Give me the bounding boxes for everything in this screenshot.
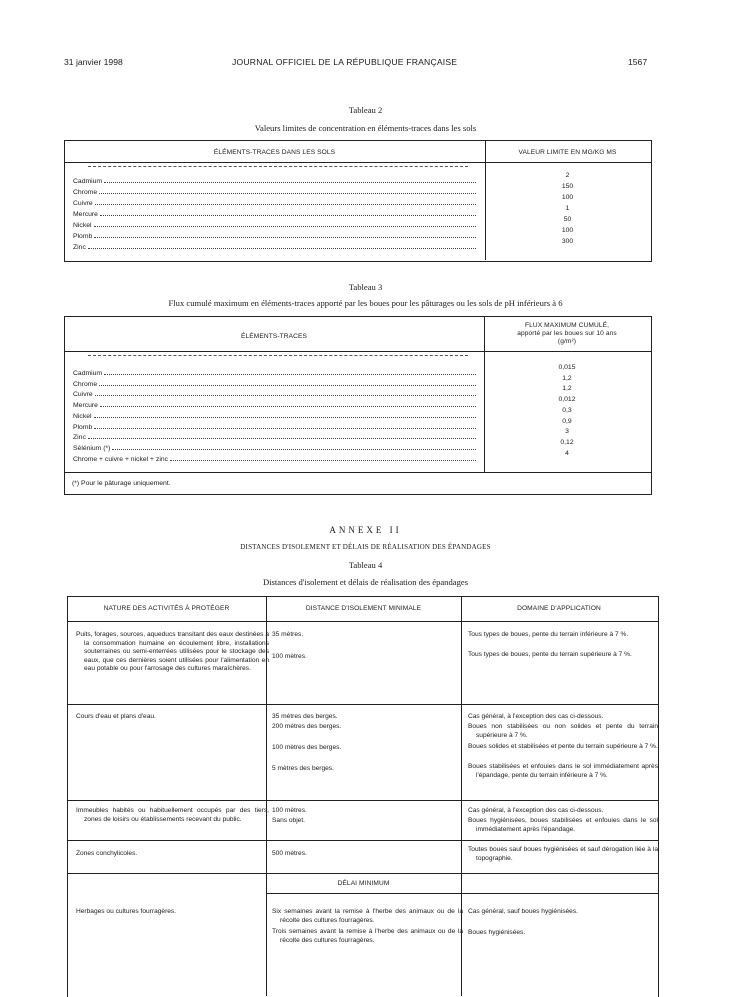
tableau3-value: 0,9 [562,417,572,425]
tableau2-col-elements: ÉLÉMENTS-TRACES DANS LES SOLS [213,149,336,156]
tableau2-col-valeur: VALEUR LIMITE EN MG/KG MS [518,149,617,156]
annexe-subtitle: DISTANCES D'ISOLEMENT ET DÉLAIS DE RÉALISATION DES ÉPANDAGES [240,543,491,551]
tableau3-element-name: Nickel [73,412,92,420]
tableau2-value: 1 [565,205,570,212]
tableau4-r2-distance-4: 5 mètres des berges. [272,765,334,772]
tableau3-element-name: Mercure [73,402,98,410]
tableau3-label: Tableau 3 [348,282,383,292]
tableau3-row [73,370,478,377]
tableau3-value: 1,2 [562,385,572,393]
tableau2-row [73,233,478,240]
tableau3-row [73,402,478,409]
tableau2-row [73,222,478,229]
tableau3-footnote: (*) Pour le pâturage uniquement. [72,480,171,487]
tableau2-value: 100 [561,194,574,201]
dot-leader [95,204,476,205]
dot-leader [99,385,476,386]
tableau4-r1-domaine-1: Tous types de boues, pente du terrain inférieure à 7 %. [468,631,629,638]
tableau4-r1-nature: Puits, forages, sources, aqueducs transitant des eaux destinées à la consommation humaine en écoulement libre, installations souterraines ou semi-enterrées utilisées pour le stockage des eaux, que ces dernières soient utilisées pour l'alimentation en eau potable ou pour l'arrosage des cultures maraîchères. [76,631,269,673]
tableau2-label: Tableau 2 [348,105,383,115]
tableau4-col-distance: DISTANCE D'ISOLEMENT MINIMALE [305,605,422,612]
tableau4-r3-domaine-1: Cas général, à l'exception des cas ci-dessous. [468,807,604,814]
tableau2-row [73,244,478,251]
tableau4-r2-domaine-4: Boues stabilisées et enfouies dans le sol immédiatement après l'épandage, pente du terrain inférieure à 7 %. [468,763,658,779]
tableau4-r3-domaine-2: Boues hygiénisées, boues stabilisées et enfouies dans le sol immédiatement après l'épandage. [468,817,658,833]
dot-leader [112,449,476,450]
dot-leader [94,237,476,238]
tableau3-row [73,381,478,388]
dot-leader [94,417,476,418]
tableau4-r4-distance-1: 500 mètres. [272,850,307,857]
tableau3-value: 0,012 [558,396,576,404]
tableau3-col-flux-line3: (g/m²) [557,338,577,345]
dot-leader [99,193,476,194]
tableau4-label: Tableau 4 [348,560,383,570]
dot-leader [170,460,476,461]
tableau4-r3-distance-1: 100 mètres. [272,807,307,814]
tableau2-element-name: Zinc [73,244,86,251]
tableau3-value: 3 [565,428,569,436]
tableau3-row [73,424,478,431]
tableau4-delai-header: DÉLAI MINIMUM [337,880,390,887]
tableau2-value: 300 [561,238,574,245]
tableau4-r5-domaine-1: Cas général, sauf boues hygiénisées. [468,908,578,915]
tableau3-element-name: Chrome + cuivre + nickel + zinc [73,455,169,463]
header-page-number: 1567 [628,57,648,67]
tableau3-row [73,391,478,398]
tableau2-row [73,200,478,207]
tableau4-r5-delai-2: Trois semaines avant la remise à l'herbe des animaux ou de la récolte des cultures fourragères. [272,928,463,944]
tableau4-r2-domaine-3: Boues solides et stabilisées et pente du terrain supérieure à 7 %. [468,743,658,750]
dot-leader [95,395,476,396]
dot-leader [94,226,476,227]
tableau2-element-name: Cadmium [73,178,103,185]
tableau4-title: Distances d'isolement et délais de réalisation des épandages [262,577,469,587]
tableau3-value: 0,015 [558,364,576,371]
tableau4-r5-nature: Herbages ou cultures fourragères. [76,908,177,915]
tableau3-value: 4 [565,449,569,457]
annexe-title: ANNEXE II [329,525,402,535]
tableau4-r2-distance-3: 100 mètres des berges. [272,744,342,751]
tableau4-r3-distance-2: Sans objet. [272,817,305,824]
tableau2-element-name: Mercure [73,211,98,218]
tableau3-element-name: Zinc [73,434,86,442]
tableau3-element-name: Cadmium [73,370,103,377]
tableau3-col-flux-line2: apporté par les boues sur 10 ans [517,330,617,337]
dot-leader [88,248,476,249]
tableau2-element-name: Chrome [73,189,98,196]
tableau4-r4-domaine-1: Toutes boues sauf boues hygiénisées et sauf dérogation liée à la topographie. [468,846,658,862]
tableau4-col-domaine: DOMAINE D'APPLICATION [517,605,601,612]
tableau4-r1-distance-2: 100 mètres. [272,653,307,660]
tableau2-element-name: Cuivre [73,200,93,207]
tableau3-value: 0,3 [562,406,572,414]
tableau2-value: 100 [561,227,574,234]
dot-leader [100,406,476,407]
tableau3-row [73,413,478,420]
dot-leader [104,374,476,375]
tableau4-r2-nature: Cours d'eau et plans d'eau. [76,713,156,720]
tableau4-r5-delai-1: Six semaines avant la remise à l'herbe des animaux ou de la récolte des cultures fourragères. [272,908,463,924]
tableau2-element-name: Nickel [73,222,92,229]
tableau4-r2-distance-2: 200 mètres des berges. [272,723,342,730]
tableau4-r1-domaine-2: Tous types de boues, pente du terrain supérieure à 7 %. [468,651,632,658]
tableau4-r3-nature: Immeubles habités ou habituellement occupés par des tiers, zones de loisirs ou établissements recevant du public. [76,807,269,823]
tableau2-row [73,189,478,196]
tableau2-element-name: Plomb [73,233,93,240]
dot-leader [104,182,476,183]
tableau2-value: 2 [565,172,570,179]
tableau4-r1-distance-1: 35 mètres. [272,631,304,638]
tableau4-r2-distance-1: 35 mètres des berges. [272,713,338,720]
header-journal-title: JOURNAL OFFICIEL DE LA RÉPUBLIQUE FRANÇAISE [232,57,458,67]
dot-leader [94,428,476,429]
tableau4-col-nature: NATURE DES ACTIVITÉS À PROTÉGER [103,605,230,612]
tableau3-title: Flux cumulé maximum en éléments-traces apporté par les boues pour les pâturages ou les sols de pH inférieurs à 6 [168,298,563,308]
dot-leader [88,438,476,439]
tableau4-r2-domaine-1: Cas général, à l'exception des cas ci-dessous. [468,713,604,720]
tableau3-row [73,434,478,441]
tableau2-row [73,211,478,218]
tableau3-element-name: Plomb [73,423,93,431]
tableau3-element-name: Chrome [73,380,98,388]
tableau4-r2-domaine-2: Boues non stabilisées ou non solides et pente du terrain supérieure à 7 %. [468,723,658,739]
dot-leader [100,215,476,216]
tableau3-col-elements: ÉLÉMENTS-TRACES [241,333,307,340]
tableau2-value: 150 [561,183,574,190]
tableau2-title: Valeurs limites de concentration en éléments-traces dans les sols [254,123,477,133]
tableau3-row [73,445,478,452]
tableau4-r5-domaine-2: Boues hygiénisées. [468,929,526,936]
tableau3-value: 0,12 [560,438,574,446]
tableau3-value: 1,2 [562,374,572,382]
tableau3-row [73,456,478,463]
tableau2-value: 50 [563,216,572,223]
tableau3-element-name: Cuivre [73,391,93,399]
tableau2-row [73,178,478,185]
tableau3-element-name: Sélénium (*) [73,444,111,452]
header-date: 31 janvier 1998 [64,57,123,67]
tableau4-r4-nature: Zones conchylicoles. [76,850,138,857]
tableau3-col-flux-line1: FLUX MAXIMUM CUMULÉ, [524,322,610,329]
